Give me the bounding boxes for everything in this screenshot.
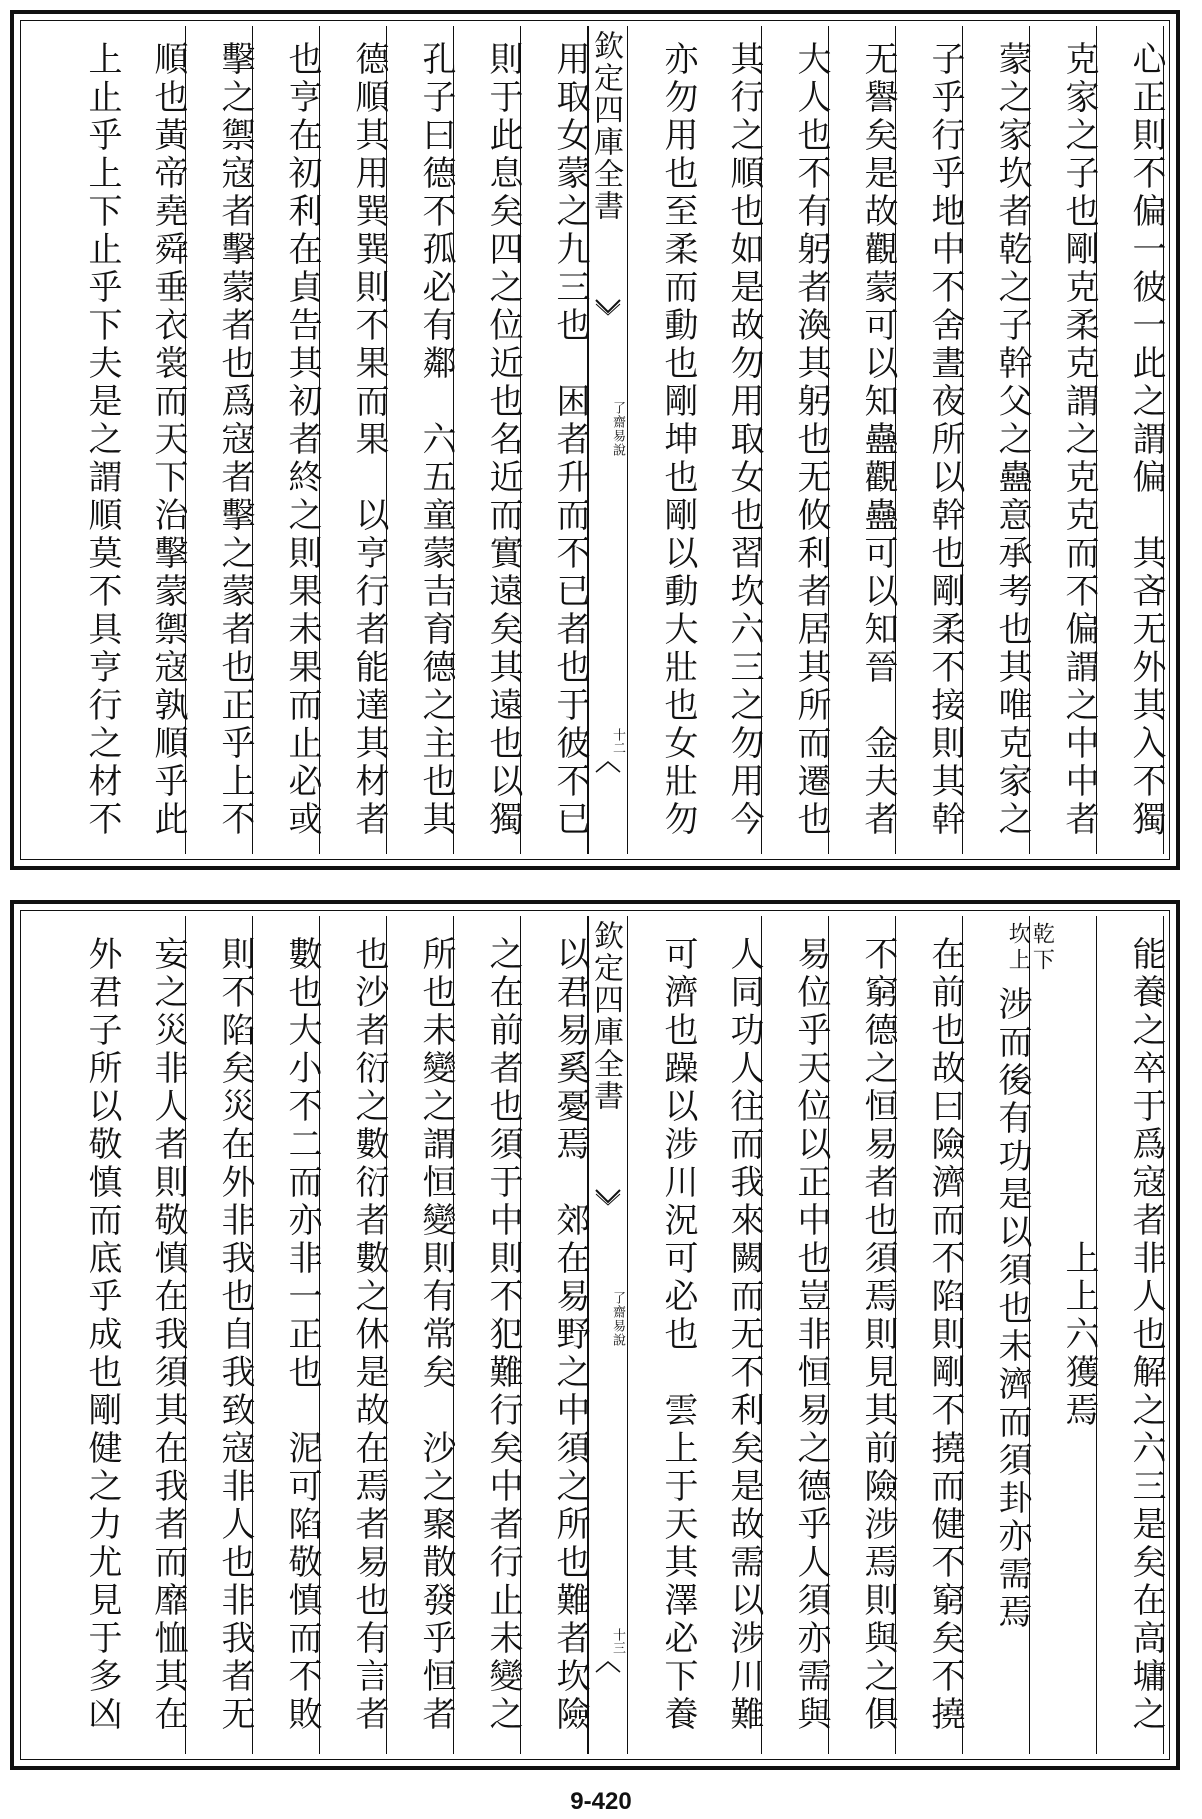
- fish-tail-mark-icon: [595, 1188, 621, 1206]
- text-column: [1030, 916, 1097, 1754]
- hexagram-text: 涉而後有功是以須也未濟而須卦亦需焉: [992, 986, 1032, 1632]
- column-text: 上止乎上下止乎下夫是之謂順莫不具亨行之材不: [82, 41, 122, 839]
- column-text: 以君易奚憂焉 郊在易野之中須之所也難者坎險: [550, 936, 590, 1734]
- text-column: [695, 26, 762, 854]
- text-column: [186, 916, 253, 1754]
- bottom-page-frame: [10, 900, 1180, 1770]
- column-text: 外君子所以敬慎而底乎成也剛健之力尤見于多凶: [82, 936, 122, 1734]
- gutter-title: 欽定四庫全書: [588, 30, 623, 222]
- column-text: 无譽矣是故觀蒙可以知蠱觀蠱可以知晉 金夫者: [858, 41, 898, 839]
- text-column: [387, 26, 454, 854]
- text-column: [320, 916, 387, 1754]
- text-column: [829, 916, 896, 1754]
- column-text: 妄之災非人者則敬慎在我須其在我者而靡恤其在: [148, 936, 188, 1734]
- column-text: 易位乎天位以正中也豈非恒易之德乎人須亦需與: [791, 936, 831, 1734]
- text-column: [52, 26, 122, 854]
- text-column: [521, 26, 588, 854]
- text-column: [896, 26, 963, 854]
- column-text: 則于此息矣四之位近也名近而實遠矣其遠也以獨: [483, 41, 523, 839]
- gutter-book-title: 了齋易說: [610, 1291, 625, 1347]
- page-number: 9-420: [570, 1788, 632, 1815]
- column-text: 大人也不有躬者渙其躬也无攸利者居其所而遷也: [791, 41, 831, 839]
- text-column: [896, 916, 963, 1754]
- column-text: 也沙者衍之數衍者數之休是故在焉者易也有言者: [349, 936, 389, 1734]
- column-text: 不窮德之恒易者也須焉則見其前險涉焉則與之俱: [858, 936, 898, 1734]
- text-column: [1097, 916, 1164, 1754]
- column-text: 順也黃帝堯舜垂衣裳而天下治擊蒙禦寇孰順乎此: [148, 41, 188, 839]
- text-column: [253, 26, 320, 854]
- text-column: [628, 26, 698, 854]
- text-column: [253, 916, 320, 1754]
- text-column: [1097, 26, 1164, 854]
- fish-tail-bottom-mark-icon: [595, 1660, 621, 1674]
- text-column: [521, 916, 588, 1754]
- fish-tail-mark-icon: [595, 298, 621, 316]
- text-column: [387, 916, 454, 1754]
- text-column: [829, 26, 896, 854]
- top-page-body: [26, 26, 1164, 854]
- fish-tail-bottom-mark-icon: [595, 760, 621, 774]
- column-text: 心正則不偏一彼一此之謂偏 其吝无外其入不獨: [1126, 41, 1166, 839]
- text-column: [762, 916, 829, 1754]
- column-text: 其行之順也如是故勿用取女也習坎六三之勿用今: [724, 41, 764, 839]
- gutter-title: 欽定四庫全書: [588, 920, 623, 1112]
- text-column: [52, 916, 122, 1754]
- column-text: 子乎行乎地中不舍晝夜所以幹也剛柔不接則其幹: [925, 41, 965, 839]
- text-column: [320, 26, 387, 854]
- column-text: 蒙之家坎者乾之子幹父之蠱意承考也其唯克家之: [992, 41, 1032, 839]
- column-text: 所也未變之謂恒變則有常矣 沙之聚散發乎恒者: [416, 936, 456, 1734]
- top-page-frame: [10, 10, 1180, 870]
- column-text: 可濟也躁以涉川況可必也 雲上于天其澤必下養: [658, 936, 698, 1734]
- column-text: 德順其用巽巽則不果而果 以亨行者能達其材者: [349, 41, 389, 839]
- column-text: 克家之子也剛克柔克謂之克克而不偏謂之中中者: [1059, 41, 1099, 839]
- text-column: [186, 26, 253, 854]
- column-text: 在前也故曰險濟而不陷則剛不撓而健不窮矣不撓: [925, 936, 965, 1734]
- text-column: [762, 26, 829, 854]
- gutter-page-number: 十二: [610, 728, 625, 754]
- column-text: 則不陷矣災在外非我也自我致寇非人也非我者无: [215, 936, 255, 1734]
- page-gutter: [588, 916, 628, 1754]
- text-column: [628, 916, 698, 1754]
- column-text: 孔子曰德不孤必有鄰 六五童蒙吉育德之主也其: [416, 41, 456, 839]
- text-column: [119, 916, 186, 1754]
- text-column: [695, 916, 762, 1754]
- text-column: [454, 26, 521, 854]
- text-column: [454, 916, 521, 1754]
- column-text: 擊之禦寇者擊蒙者也爲寇者擊之蒙者也正乎上不: [215, 41, 255, 839]
- trigram-upper: 坎上: [1005, 922, 1031, 974]
- bottom-page-body: [26, 916, 1164, 1754]
- column-text: 人同功人往而我來闕而无不利矣是故需以涉川難: [724, 936, 764, 1734]
- text-column: [119, 26, 186, 854]
- column-text: 亦勿用也至柔而動也剛坤也剛以動大壯也女壯勿: [658, 41, 698, 839]
- trigram-lower: 乾下: [1029, 922, 1055, 974]
- column-text: 數也大小不二而亦非一正也 泥可陷敬慎而不敗: [282, 936, 322, 1734]
- column-text: 也亨在初利在貞告其初者終之則果未果而止必或: [282, 41, 322, 839]
- gutter-page-number: 十三: [610, 1628, 625, 1654]
- page-gutter: [588, 26, 628, 854]
- text-column: [963, 26, 1030, 854]
- column-text: 用取女蒙之九三也 困者升而不已者也于彼不已: [550, 41, 590, 839]
- column-text: 上上六獲焉: [1059, 1240, 1099, 1430]
- hexagram-column: [963, 916, 1055, 1754]
- column-text: 之在前者也須于中則不犯難行矣中者行止未變之: [483, 936, 523, 1734]
- gutter-book-title: 了齋易說: [610, 401, 625, 457]
- column-text: 能養之卒于爲寇者非人也解之六三是矣在高墉之: [1126, 936, 1166, 1734]
- text-column: [1030, 26, 1097, 854]
